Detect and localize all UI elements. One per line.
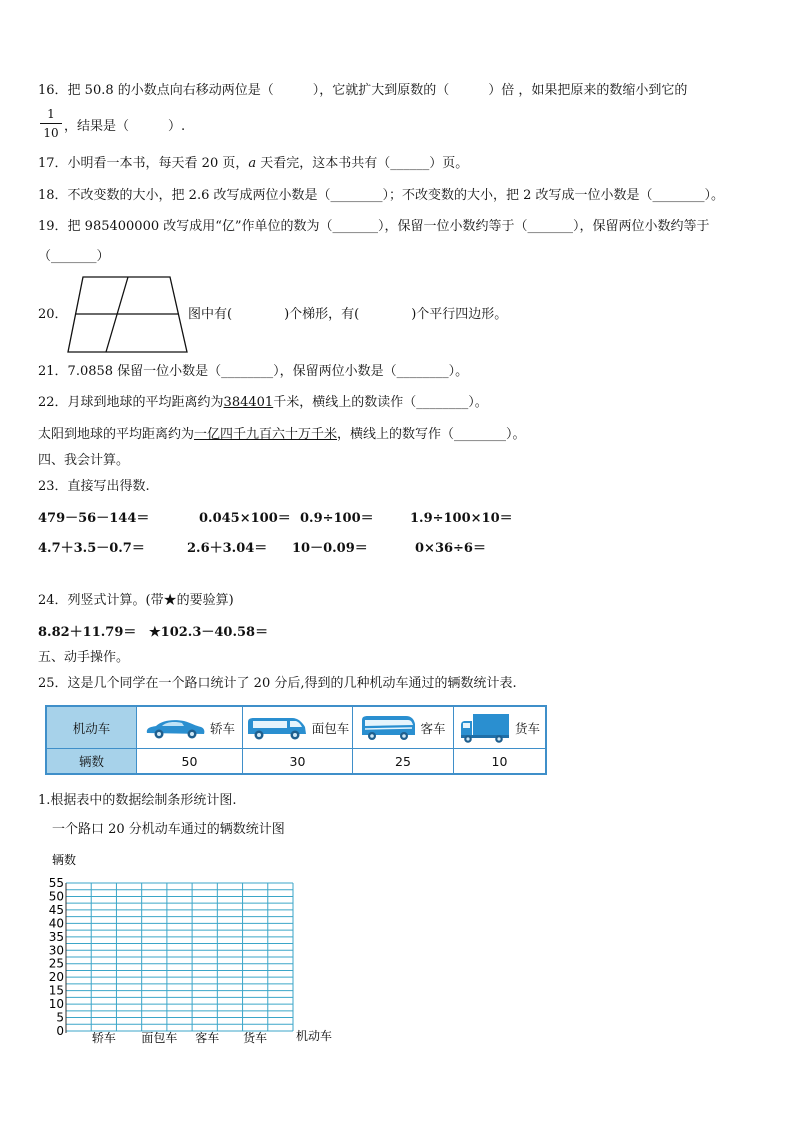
fraction-bar bbox=[40, 123, 62, 124]
q22-line2 bbox=[38, 426, 526, 444]
table-header-bus bbox=[353, 707, 454, 748]
q23-r2c4: 0×36÷6＝ bbox=[415, 541, 486, 556]
table-value-van: 30 bbox=[243, 749, 353, 773]
y-axis-ticks bbox=[49, 876, 64, 1038]
vehicle-name: 货车 bbox=[514, 720, 540, 736]
table-value-row bbox=[47, 749, 545, 773]
q23-r2c2: 2.6＋3.04＝ bbox=[187, 541, 268, 556]
y-tick-label: 5 bbox=[56, 1010, 64, 1025]
vehicle-name: 客车 bbox=[420, 720, 446, 736]
q16-line1: 16．把 50.8 的小数点向右移动两位是（ ），它就扩大到原数的（ ）倍 ，如果把原来的数缩小到它的 bbox=[38, 83, 688, 98]
q24-title: 24．列竖式计算。(带★的要验算) bbox=[38, 593, 234, 608]
q24-problem2: ★102.3－40.58＝ bbox=[149, 625, 269, 640]
q23-r1c1: 479－56－144＝ bbox=[38, 511, 150, 526]
y-tick-label: 40 bbox=[48, 916, 64, 931]
q21: 21．7.0858 保留一位小数是（________），保留两位小数是（________）。 bbox=[38, 364, 469, 379]
vehicle-name: 轿车 bbox=[209, 720, 235, 736]
table-header-truck bbox=[454, 707, 545, 748]
q22-b2: ，横线上的数写作（________）。 bbox=[337, 427, 526, 442]
q17 bbox=[38, 155, 468, 173]
x-axis-labels bbox=[92, 1030, 267, 1045]
q22-b1: 太阳到地球的平均距离约为 bbox=[38, 427, 195, 442]
q17-text-a: 17．小明看一本书，每天看 20 页， bbox=[38, 156, 249, 171]
q23-r1c3: 0.9÷100＝ bbox=[300, 511, 374, 526]
q17-variable: a bbox=[248, 156, 257, 171]
q17-text-b: 天看完，这本书共有（______）页。 bbox=[256, 156, 469, 171]
van-icon bbox=[246, 714, 308, 742]
table-value-car: 50 bbox=[137, 749, 243, 773]
q19-line1: 19．把 985400000 改写成用“亿”作单位的数为（_______），保留一位小数约等于（_______），保留两位小数约等于 bbox=[38, 219, 710, 234]
chart-gridlines bbox=[66, 883, 293, 1033]
q25-text: 25．这是几个同学在一个路口统计了 20 分后,得到的几种机动车通过的辆数统计表. bbox=[38, 676, 517, 691]
x-axis-label: 机动车 bbox=[296, 1029, 333, 1043]
table-row-label-count: 辆数 bbox=[47, 749, 137, 773]
y-tick-label: 0 bbox=[56, 1024, 64, 1038]
y-tick-label: 50 bbox=[48, 889, 64, 904]
x-tick-label: 面包车 bbox=[141, 1031, 178, 1045]
truck-icon bbox=[459, 712, 511, 744]
y-axis-label: 辆数 bbox=[52, 853, 77, 867]
y-tick-label: 55 bbox=[48, 876, 64, 890]
q23-r2c3: 10－0.09＝ bbox=[292, 541, 368, 556]
y-tick-label: 25 bbox=[48, 956, 64, 971]
q18: 18．不改变数的大小，把 2.6 改写成两位小数是（________）；不改变数的大小，把 2 改写成一位小数是（________）。 bbox=[38, 188, 725, 203]
q23-r2c1: 4.7＋3.5－0.7＝ bbox=[38, 541, 145, 556]
car-icon bbox=[144, 716, 206, 740]
fraction-denominator: 10 bbox=[43, 126, 59, 140]
chart-title: 一个路口 20 分机动车通过的辆数统计图 bbox=[52, 822, 285, 837]
fraction-numerator: 1 bbox=[47, 107, 55, 121]
x-tick-label: 轿车 bbox=[91, 1031, 116, 1045]
q22-a2: 千米，横线上的数读作（________）。 bbox=[273, 395, 488, 410]
task1-text: 1.根据表中的数据绘制条形统计图. bbox=[38, 793, 237, 808]
vehicle-name: 面包车 bbox=[311, 720, 350, 736]
q22-line1 bbox=[38, 394, 488, 412]
q16-fraction bbox=[40, 107, 62, 140]
y-tick-label: 20 bbox=[48, 970, 64, 985]
x-tick-label: 客车 bbox=[195, 1031, 220, 1045]
table-value-bus: 25 bbox=[353, 749, 454, 773]
section-5-heading: 五、动手操作。 bbox=[38, 650, 130, 665]
q20-text: 图中有( )个梯形，有( )个平行四边形。 bbox=[188, 307, 508, 322]
x-tick-label: 货车 bbox=[243, 1031, 268, 1045]
trapezoid-figure bbox=[66, 276, 190, 354]
y-tick-label: 30 bbox=[48, 943, 64, 958]
q22-underlined-number: 384401 bbox=[223, 395, 274, 410]
q19-line2: （_______） bbox=[38, 249, 110, 264]
q16-line2: ，结果是（ ）. bbox=[64, 119, 186, 134]
y-tick-label: 45 bbox=[48, 902, 64, 917]
y-tick-label: 15 bbox=[48, 983, 64, 998]
y-tick-label: 10 bbox=[48, 997, 64, 1012]
table-header-van bbox=[243, 707, 353, 748]
bus-icon bbox=[360, 714, 416, 742]
q20-number: 20． bbox=[38, 307, 68, 322]
q23-r1c4: 1.9÷100×10＝ bbox=[410, 511, 513, 526]
q24-problem1: 8.82＋11.79＝ bbox=[38, 625, 137, 640]
q23-r1c2: 0.045×100＝ bbox=[199, 511, 291, 526]
bar-chart-grid bbox=[30, 848, 360, 1048]
y-tick-label: 35 bbox=[48, 929, 64, 944]
table-row-label-vehicle: 机动车 bbox=[47, 707, 137, 748]
table-header-car bbox=[137, 707, 243, 748]
q22-a1: 22．月球到地球的平均距离约为 bbox=[38, 395, 224, 410]
section-4-heading: 四、我会计算。 bbox=[38, 453, 130, 468]
table-value-truck: 10 bbox=[491, 753, 508, 769]
q22-underlined-words: 一亿四千九百六十万千米 bbox=[194, 427, 338, 442]
table-header-row bbox=[47, 707, 545, 749]
vehicle-count-table bbox=[45, 705, 547, 775]
q23-title: 23．直接写出得数. bbox=[38, 479, 150, 494]
